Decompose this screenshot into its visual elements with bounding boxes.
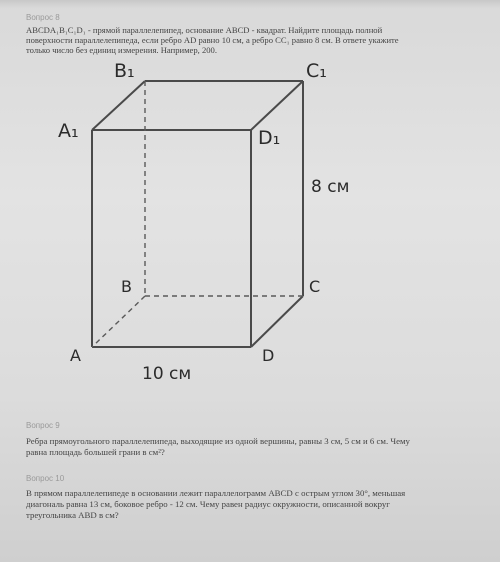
question-10-header: Вопрос 10 xyxy=(26,474,65,483)
question-8-line-2: поверхности параллелепипеда, если ребро AD равно 10 см, а ребро CC₁ равно 8 см. В ответе укажите xyxy=(26,35,399,46)
vertex-label-d: D xyxy=(262,346,275,365)
question-9-text xyxy=(26,436,466,458)
vertex-label-c: C xyxy=(309,277,321,296)
question-9-line-1: Ребра прямоугольного параллелепипеда, выходящие из одной вершины, равны 3 см, 5 см и 6 см. Чему xyxy=(26,436,410,446)
edge-a1-b1 xyxy=(92,81,145,130)
question-8-line-3: только число без единиц измерения. Например, 200. xyxy=(26,45,217,56)
edge-label-height: 8 см xyxy=(311,177,350,197)
question-8-line-1: ABCDA₁B₁C₁D₁ - прямой параллелепипед, основание ABCD - квадрат. Найдите площадь полной xyxy=(26,25,383,35)
question-10-text xyxy=(26,488,466,521)
question-8-header: Вопрос 8 xyxy=(26,13,60,22)
hidden-edge-b-a xyxy=(92,296,145,347)
question-10-line-3: треугольника ABD в см? xyxy=(26,510,119,520)
edge-c-d xyxy=(251,296,303,347)
vertex-label-a: A xyxy=(70,346,81,365)
vertex-label-b: B xyxy=(121,277,132,296)
question-9-header: Вопрос 9 xyxy=(26,421,60,430)
vertex-label-c1: C₁ xyxy=(306,60,327,82)
question-10-line-2: диагональ равна 13 см, боковое ребро - 12 см. Чему равен радиус окружности, описанной вокруг xyxy=(26,499,390,509)
vertex-label-d1: D₁ xyxy=(258,127,281,149)
vertex-label-a1: A₁ xyxy=(58,120,79,142)
vertex-label-b1: B₁ xyxy=(114,60,135,82)
question-9-line-2: равна площадь большей грани в см²? xyxy=(26,447,165,457)
question-10-line-1: В прямом параллелепипеде в основании лежит параллелограмм ABCD с острым углом 30°, меньшая xyxy=(26,488,406,498)
edge-label-base: 10 см xyxy=(142,364,192,384)
edge-c1-d1 xyxy=(251,81,303,130)
